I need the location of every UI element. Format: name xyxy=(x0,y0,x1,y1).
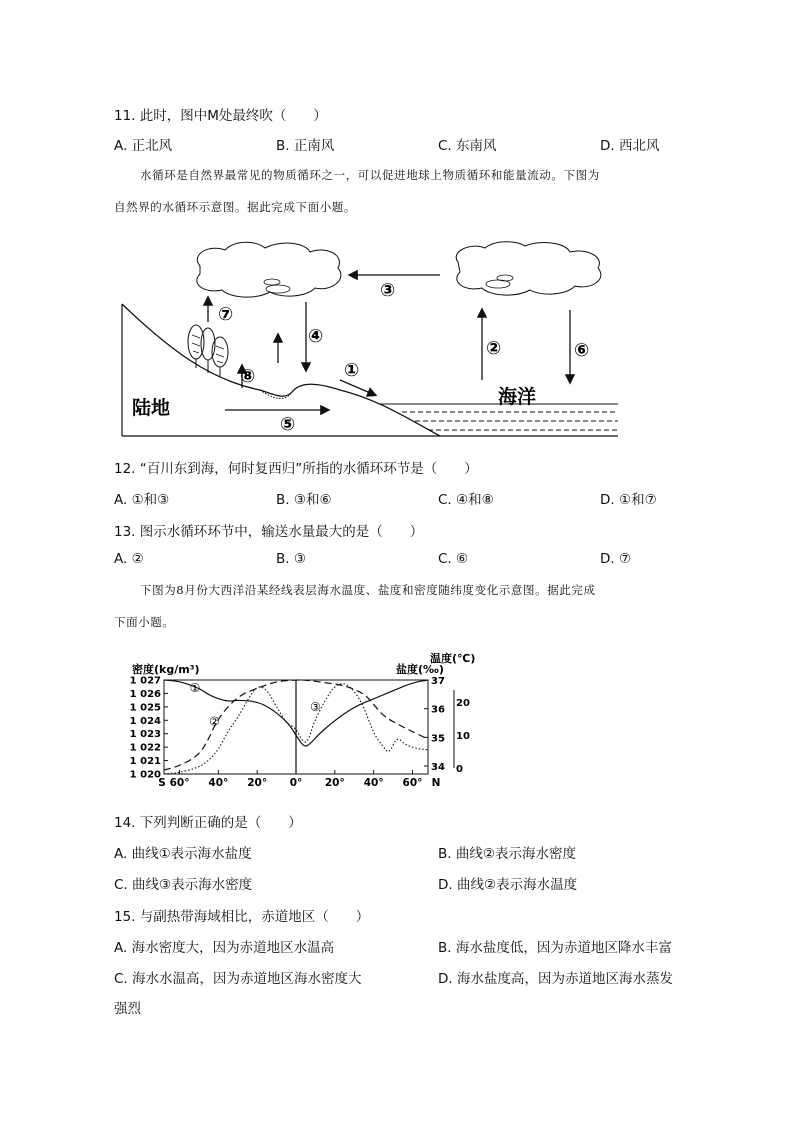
q15-stem: 15. 与副热带海域相比，赤道地区（ ） xyxy=(114,909,370,925)
intro2-line2: 下面小题。 xyxy=(114,615,175,629)
q13-option-d[interactable]: D. ⑦ xyxy=(600,551,632,567)
q11-stem: 11. 此时，图中M处最终吹（ ） xyxy=(114,108,327,124)
q15-option-d[interactable]: D. 海水盐度高，因为赤道地区海水蒸发 xyxy=(438,971,673,987)
ocean-properties-chart xyxy=(128,648,476,793)
tree-1 xyxy=(188,325,204,359)
q13-stem: 13. 图示水循环环节中，输送水量最大的是（ ） xyxy=(114,524,424,540)
latitude-tick-label: 40° xyxy=(208,777,229,789)
density-tick-label: 1 021 xyxy=(129,756,161,768)
marker-7: ⑦ xyxy=(218,304,234,325)
intro2-line1: 下图为8月份大西洋沿某经线表层海水温度、盐度和密度随纬度变化示意图。据此完成 xyxy=(140,583,596,597)
marker-5: ⑤ xyxy=(280,414,296,435)
salinity-tick-label: 37 xyxy=(431,676,445,687)
arrow-1 xyxy=(340,380,375,395)
salinity-tick-label: 35 xyxy=(431,733,445,745)
temperature-tick-label: 10 xyxy=(456,731,470,742)
temperature-axis-label: 温度(℃) xyxy=(430,652,476,665)
latitude-ticks xyxy=(158,770,440,789)
land-label: 陆地 xyxy=(132,397,171,419)
density-ticks xyxy=(130,676,168,781)
q15-option-a[interactable]: A. 海水密度大，因为赤道地区水温高 xyxy=(114,940,335,956)
q14-option-d[interactable]: D. 曲线②表示海水温度 xyxy=(438,877,578,893)
density-tick-label: 1 023 xyxy=(129,729,161,741)
temperature-tick-label: 20 xyxy=(456,698,470,709)
marker-6: ⑥ xyxy=(574,340,590,361)
latitude-tick-label: 60° xyxy=(169,777,190,789)
density-tick-label: 1 027 xyxy=(129,675,161,687)
q12-option-a[interactable]: A. ①和③ xyxy=(114,492,170,508)
latitude-tick-label: 20° xyxy=(247,777,268,789)
latitude-tick-label: 40° xyxy=(363,777,384,789)
q12-option-d[interactable]: D. ①和⑦ xyxy=(600,492,657,508)
q13-option-b[interactable]: B. ③ xyxy=(276,551,306,567)
curve-label-3: ③ xyxy=(310,699,321,714)
marker-3: ③ xyxy=(380,280,396,301)
marker-4: ④ xyxy=(308,326,324,347)
ocean-label: 海洋 xyxy=(498,386,537,408)
latitude-tick-label: S xyxy=(158,777,166,789)
latitude-tick-label: 60° xyxy=(402,777,423,789)
density-tick-label: 1 025 xyxy=(129,702,161,714)
temperature-ticks xyxy=(454,690,470,775)
salinity-tick-label: 34 xyxy=(431,762,445,773)
marker-1: ① xyxy=(344,360,360,381)
q13-option-a[interactable]: A. ② xyxy=(114,551,144,567)
q14-option-a[interactable]: A. 曲线①表示海水盐度 xyxy=(114,846,252,862)
q14-stem: 14. 下列判断正确的是（ ） xyxy=(114,815,302,831)
density-tick-label: 1 022 xyxy=(129,742,161,754)
density-axis-label: 密度(kg/m³) xyxy=(132,663,200,676)
intro1-line2: 自然界的水循环示意图。据此完成下面小题。 xyxy=(114,200,356,214)
q11-option-b[interactable]: B. 正南风 xyxy=(276,138,335,154)
curve-label-1: ① xyxy=(189,681,201,696)
density-tick-label: 1 026 xyxy=(129,688,161,700)
water-cycle-diagram xyxy=(110,240,625,440)
density-tick-label: 1 024 xyxy=(129,715,161,727)
latitude-tick-label: N xyxy=(431,777,441,789)
q11-option-d[interactable]: D. 西北风 xyxy=(600,138,660,154)
q11-option-a[interactable]: A. 正北风 xyxy=(114,138,173,154)
plot-frame xyxy=(164,680,428,774)
q15-option-c[interactable]: C. 海水水温高，因为赤道地区海水密度大 xyxy=(114,971,362,987)
q13-option-c[interactable]: C. ⑥ xyxy=(438,551,469,567)
q12-option-c[interactable]: C. ④和⑧ xyxy=(438,492,494,508)
q15-option-b[interactable]: B. 海水盐度低，因为赤道地区降水丰富 xyxy=(438,940,672,956)
latitude-tick-label: 20° xyxy=(324,777,345,789)
q12-option-b[interactable]: B. ③和⑥ xyxy=(276,492,332,508)
marker-2: ② xyxy=(486,338,502,359)
q14-option-c[interactable]: C. 曲线③表示海水密度 xyxy=(114,877,253,893)
q12-stem: 12. “百川东到海，何时复西归”所指的水循环环节是（ ） xyxy=(114,461,478,477)
cloud-left xyxy=(197,242,341,297)
curve-labels xyxy=(190,681,321,729)
density-tick-label: 1 020 xyxy=(129,769,161,781)
latitude-tick-label: 0° xyxy=(289,777,303,789)
temperature-tick-label: 0 xyxy=(456,764,463,775)
cloud-right xyxy=(456,242,601,295)
q14-option-b[interactable]: B. 曲线②表示海水密度 xyxy=(438,846,576,862)
cloud-left-swirl xyxy=(266,285,290,293)
salinity-tick-label: 36 xyxy=(431,704,445,716)
salinity-axis-label: 盐度(‰) xyxy=(396,663,444,676)
marker-8: ⑧ xyxy=(240,366,256,387)
intro1-line1: 水循环是自然界最常见的物质循环之一，可以促进地球上物质循环和能量流动。下图为 xyxy=(140,168,600,182)
q15-option-d-continued: 强烈 xyxy=(114,1001,141,1017)
q11-option-c[interactable]: C. 东南风 xyxy=(438,138,497,154)
curve-label-2: ② xyxy=(209,714,220,729)
salinity-ticks xyxy=(424,676,445,773)
